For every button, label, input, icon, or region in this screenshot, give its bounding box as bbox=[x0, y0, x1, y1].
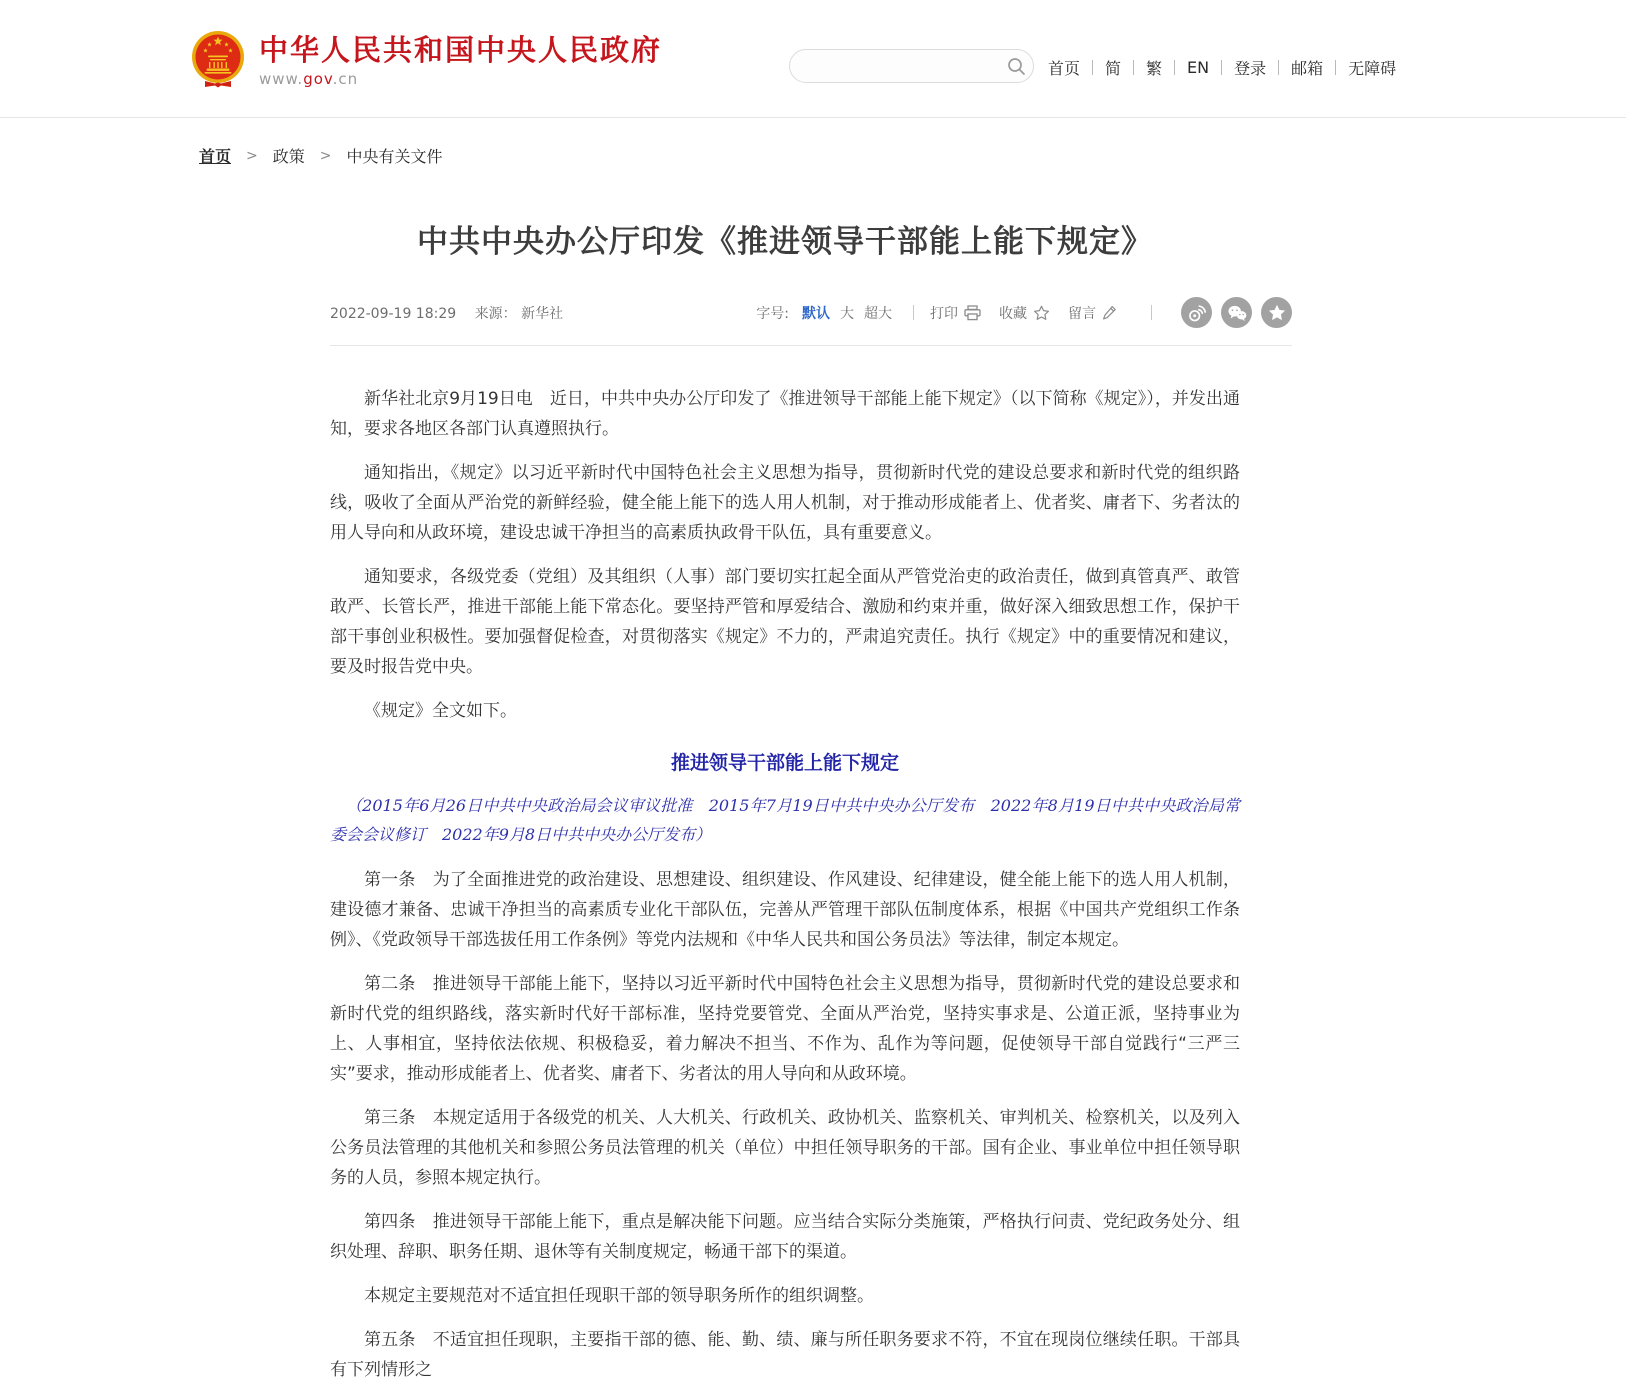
weibo-share-icon[interactable] bbox=[1181, 297, 1212, 328]
paragraph: 本规定主要规范对不适宜担任现职干部的领导职务所作的组织调整。 bbox=[364, 1286, 874, 1306]
page-title: 中共中央办公厅印发《推进领导干部能上能下规定》 bbox=[417, 224, 1153, 260]
breadcrumb-separator: > bbox=[246, 147, 258, 164]
star-icon bbox=[1033, 305, 1050, 321]
url-www: www. bbox=[259, 69, 304, 88]
article-toolbar bbox=[756, 297, 1292, 328]
share-group bbox=[1172, 297, 1292, 328]
paragraph: 通知指出，《规定》以习近平新时代中国特色社会主义思想为指导，贯彻新时代党的建设总要求和新时代党的组织路线，吸收了全面从严治党的新鲜经验，健全能上能下的选人用人机制，对于推动形成能者上、优者奖、庸者下、劣者汰的用人导向和从政环境，建设忠诚干净担当的高素质执政骨干队伍，具有重要意义。 bbox=[330, 463, 1240, 543]
regulation-heading: 推进领导干部能上能下规定 bbox=[670, 752, 899, 774]
nav-divider bbox=[1221, 60, 1222, 75]
paragraph: 第一条 为了全面推进党的政治建设、思想建设、组织建设、作风建设、纪律建设，健全能上能下的选人用人机制，建设德才兼备、忠诚干净担当的高素质专业化干部队伍，完善从严管理干部队伍制度体系，根据《中国共产党组织工作条例》、《党政领导干部选拔任用工作条例》等党内法规和《中华人民共和国公务员法》等法律，制定本规定。 bbox=[330, 870, 1240, 950]
site-title: 中华人民共和国中央人民政府 bbox=[259, 32, 663, 67]
pencil-icon bbox=[1102, 305, 1117, 321]
breadcrumb-policy[interactable]: 政策 bbox=[272, 147, 305, 166]
url-gov: gov bbox=[303, 69, 333, 88]
site-logo[interactable] bbox=[189, 30, 662, 90]
breadcrumb-separator: > bbox=[319, 147, 332, 164]
wechat-share-icon[interactable] bbox=[1221, 297, 1252, 328]
source-value[interactable]: 新华社 bbox=[521, 305, 564, 322]
font-size-label: 字号: bbox=[756, 305, 789, 322]
breadcrumb bbox=[199, 144, 1626, 167]
logo-text bbox=[259, 33, 662, 88]
nav-divider bbox=[1278, 60, 1279, 75]
breadcrumb-home[interactable]: 首页 bbox=[199, 147, 232, 166]
nav-home[interactable]: 首页 bbox=[1048, 59, 1081, 78]
national-emblem-icon bbox=[189, 30, 247, 90]
nav-divider bbox=[1335, 60, 1336, 75]
source-label: 来源： bbox=[474, 305, 517, 322]
site-url bbox=[259, 70, 662, 88]
printer-icon bbox=[964, 305, 981, 321]
favorite-button[interactable] bbox=[999, 303, 1050, 323]
nav-divider bbox=[1133, 60, 1134, 75]
nav-divider bbox=[1174, 60, 1175, 75]
article-meta-row bbox=[330, 297, 1292, 346]
paragraph: 第二条 推进领导干部能上能下，坚持以习近平新时代中国特色社会主义思想为指导，贯彻新时代党的建设总要求和新时代党的组织路线，落实新时代好干部标准，坚持党要管党、全面从严治党，坚持实事求是、公道正派，坚持事业为上、人事相宜，坚持依法依规、积极稳妥，着力解决不担当、不作为、乱作为等问题，促使领导干部自觉践行“三严三实”要求，推动形成能者上、优者奖、庸者下、劣者汰的用人导向和从政环境。 bbox=[330, 974, 1240, 1084]
search-input[interactable] bbox=[790, 50, 999, 82]
nav-mail[interactable]: 邮箱 bbox=[1291, 59, 1324, 78]
search-button[interactable] bbox=[999, 49, 1033, 83]
article-meta bbox=[330, 303, 563, 323]
nav-english[interactable]: EN bbox=[1187, 58, 1210, 77]
nav-divider bbox=[1092, 60, 1093, 75]
nav-login[interactable]: 登录 bbox=[1234, 59, 1267, 78]
regulation-note: （2015年6月26日中共中央政治局会议审议批准 2015年7月19日中共中央办公厅发布 2022年8月19日中共中央政治局常委会会议修订 2022年9月8日中共中央办公厅发布） bbox=[330, 796, 1240, 844]
favorite-label: 收藏 bbox=[999, 305, 1027, 322]
toolbar-divider bbox=[913, 305, 914, 320]
paragraph: 第五条 不适宜担任现职，主要指干部的德、能、勤、绩、廉与所任职务要求不符，不宜在现岗位继续任职。干部具有下列情形之 bbox=[330, 1330, 1240, 1380]
paragraph: 第三条 本规定适用于各级党的机关、人大机关、行政机关、政协机关、监察机关、审判机关、检察机关，以及列入公务员法管理的其他机关和参照公务员法管理的机关（单位）中担任领导职务的干部。国有企业、事业单位中担任领导职务的人员，参照本规定执行。 bbox=[330, 1108, 1240, 1188]
search-icon bbox=[1007, 57, 1026, 76]
nav-simplified[interactable]: 简 bbox=[1105, 59, 1122, 78]
font-size-large[interactable]: 大 bbox=[840, 305, 854, 322]
comment-label: 留言 bbox=[1068, 305, 1096, 322]
paragraph: 新华社北京9月19日电 近日，中共中央办公厅印发了《推进领导干部能上能下规定》（以下简称《规定》），并发出通知，要求各地区各部门认真遵照执行。 bbox=[330, 389, 1240, 439]
paragraph: 《规定》全文如下。 bbox=[364, 701, 517, 721]
comment-button[interactable] bbox=[1068, 303, 1117, 323]
font-size-xlarge[interactable]: 超大 bbox=[864, 305, 892, 322]
nav-accessibility[interactable]: 无障碍 bbox=[1348, 59, 1397, 78]
print-label: 打印 bbox=[930, 305, 958, 322]
paragraph: 第四条 推进领导干部能上能下，重点是解决能下问题。应当结合实际分类施策，严格执行问责、党纪政务处分、组织处理、辞职、职务任期、退休等有关制度规定，畅通干部下的渠道。 bbox=[330, 1212, 1240, 1262]
breadcrumb-current: 中央有关文件 bbox=[346, 147, 443, 166]
article bbox=[330, 221, 1292, 1385]
site-header bbox=[0, 0, 1626, 118]
nav-traditional[interactable]: 繁 bbox=[1146, 59, 1163, 78]
top-nav bbox=[1048, 56, 1396, 79]
star-share-icon[interactable] bbox=[1261, 297, 1292, 328]
search-box bbox=[789, 49, 1034, 83]
toolbar-divider bbox=[1151, 305, 1152, 320]
font-size-default[interactable]: 默认 bbox=[802, 305, 830, 322]
print-button[interactable] bbox=[930, 303, 981, 323]
article-body bbox=[330, 384, 1240, 1385]
publish-date: 2022-09-19 18:29 bbox=[330, 305, 457, 322]
url-cn: .cn bbox=[332, 69, 359, 88]
paragraph: 通知要求，各级党委（党组）及其组织（人事）部门要切实扛起全面从严管党治吏的政治责任，做到真管真严、敢管敢严、长管长严，推进干部能上能下常态化。要坚持严管和厚爱结合、激励和约束并重，做好深入细致思想工作，保护干部干事创业积极性。要加强督促检查，对贯彻落实《规定》不力的，严肃追究责任。执行《规定》中的重要情况和建议，要及时报告党中央。 bbox=[330, 567, 1240, 677]
